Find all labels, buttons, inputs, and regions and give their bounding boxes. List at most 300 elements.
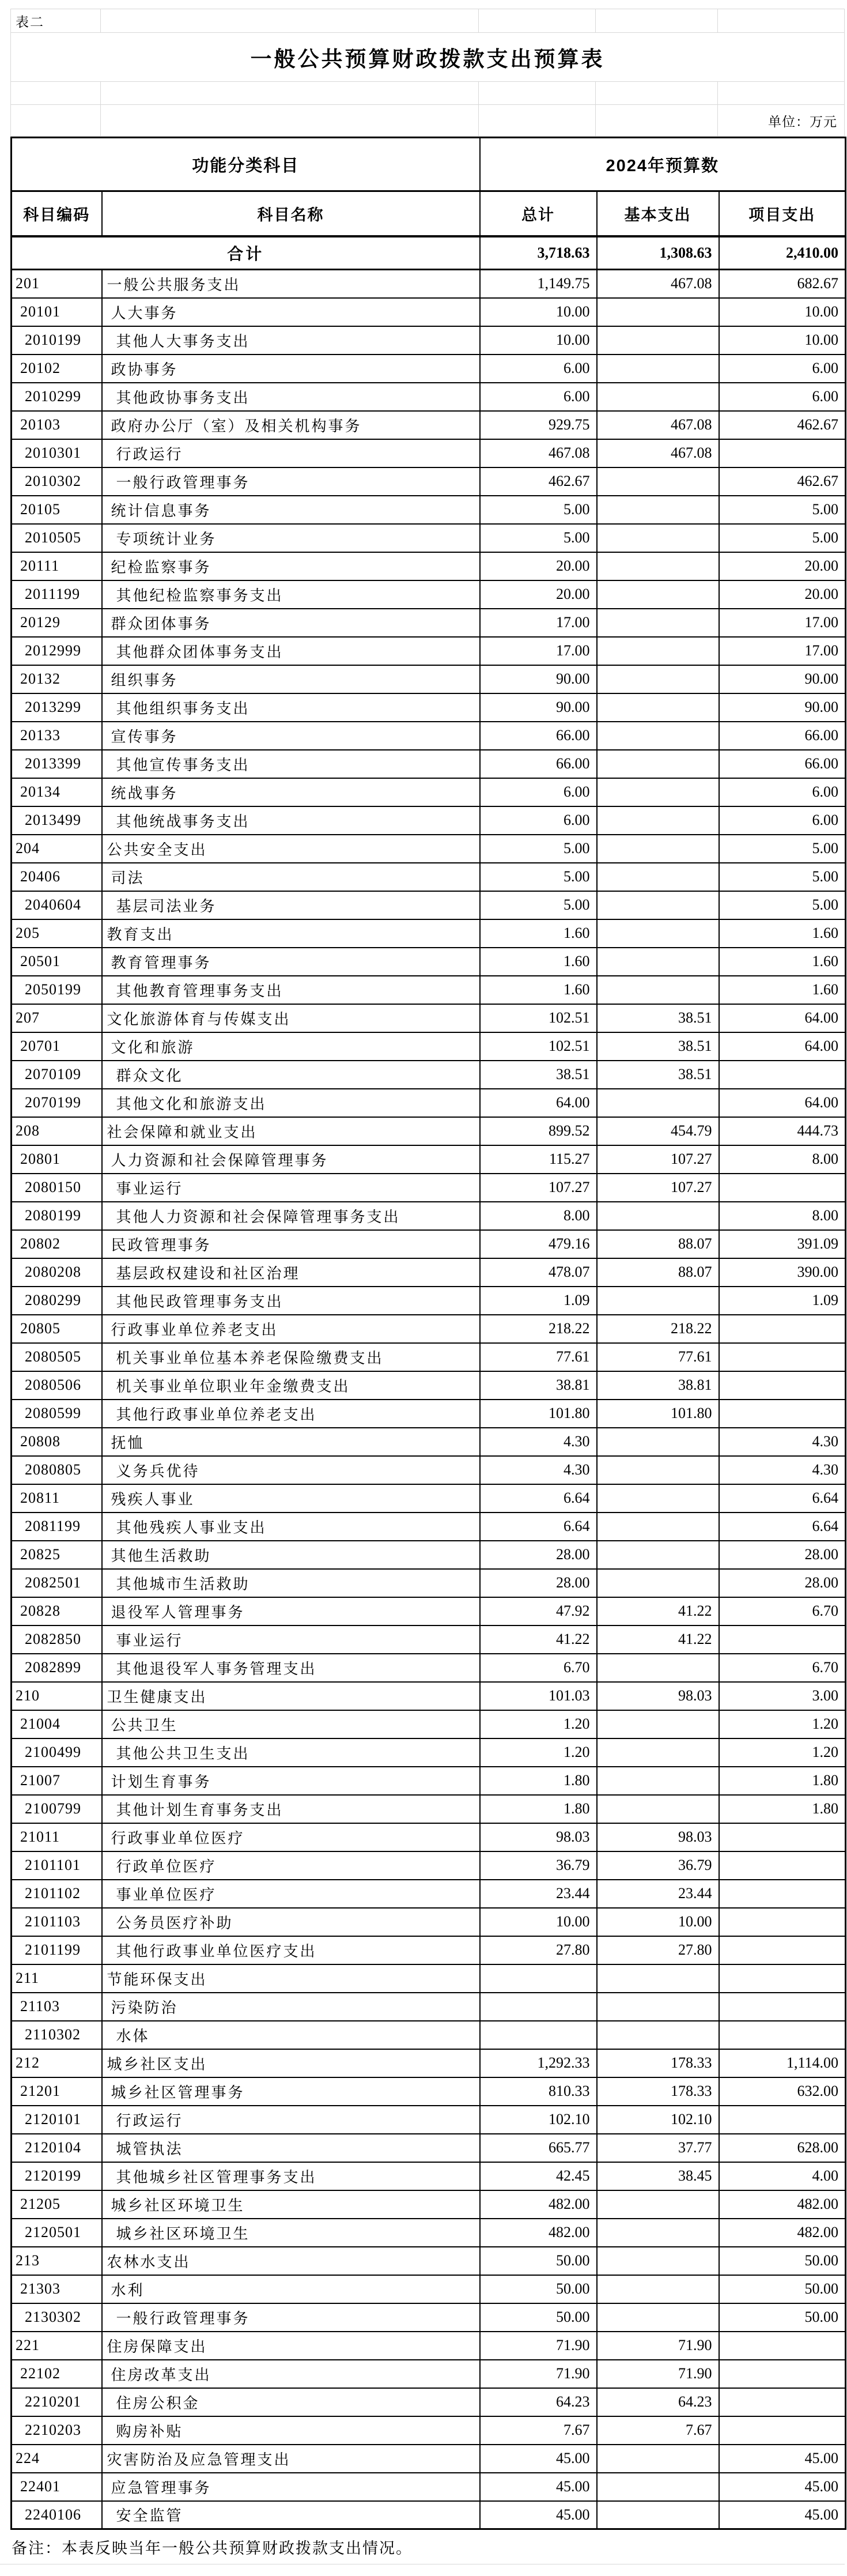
grand-total-label: 合计 (12, 236, 480, 270)
total-cell: 6.00 (480, 383, 597, 411)
subject-code-cell: 21303 (12, 2275, 102, 2303)
table-row (12, 1682, 846, 1710)
basic-expenditure-cell: 38.51 (597, 1032, 719, 1061)
subject-code-cell: 20828 (12, 1597, 102, 1625)
subject-name-cell: 教育管理事务 (102, 948, 480, 976)
basic-expenditure-cell: 98.03 (597, 1823, 719, 1851)
table-row (12, 1287, 846, 1315)
total-cell: 66.00 (480, 722, 597, 750)
subject-name-cell: 专项统计业务 (102, 524, 480, 552)
subject-code-cell: 21103 (12, 1993, 102, 2021)
basic-expenditure-cell: 88.07 (597, 1230, 719, 1258)
subject-code-cell: 2080208 (12, 1258, 102, 1287)
subject-code-cell: 2080599 (12, 1400, 102, 1428)
total-cell: 5.00 (480, 835, 597, 863)
total-cell: 38.81 (480, 1371, 597, 1400)
subject-name-cell: 城管执法 (102, 2134, 480, 2162)
subject-name-cell: 其他教育管理事务支出 (102, 976, 480, 1004)
table-row (12, 1710, 846, 1738)
total-cell: 218.22 (480, 1315, 597, 1343)
project-expenditure-cell: 6.70 (719, 1654, 846, 1682)
subject-code-cell: 20129 (12, 609, 102, 637)
subject-name-cell: 行政事业单位医疗 (102, 1823, 480, 1851)
total-cell: 482.00 (480, 2190, 597, 2219)
footnote-row (0, 2530, 845, 2564)
project-expenditure-cell: 6.70 (719, 1597, 846, 1625)
subject-code-cell: 20134 (12, 778, 102, 806)
basic-expenditure-cell (597, 2190, 719, 2219)
total-cell: 50.00 (480, 2275, 597, 2303)
total-cell: 107.27 (480, 1174, 597, 1202)
subject-code-cell: 201 (12, 270, 102, 298)
table-row (12, 722, 846, 750)
table-row (12, 1174, 846, 1202)
table-row (12, 1371, 846, 1400)
empty-cell (10, 105, 101, 136)
subject-name-cell: 其他纪检监察事务支出 (102, 580, 480, 609)
project-expenditure-cell: 90.00 (719, 665, 846, 693)
subject-code-cell: 2040604 (12, 891, 102, 919)
subject-code-cell: 21201 (12, 2077, 102, 2106)
basic-expenditure-cell (597, 693, 719, 722)
table-row (12, 2219, 846, 2247)
subject-name-cell: 行政运行 (102, 439, 480, 467)
subject-name-cell: 应急管理事务 (102, 2473, 480, 2501)
project-expenditure-cell: 6.64 (719, 1513, 846, 1541)
table-row (12, 580, 846, 609)
project-expenditure-cell: 1.09 (719, 1287, 846, 1315)
group-header-row (12, 138, 846, 191)
total-cell: 1.20 (480, 1710, 597, 1738)
table-row (12, 1851, 846, 1880)
project-expenditure-cell: 28.00 (719, 1541, 846, 1569)
subject-code-cell: 2012999 (12, 637, 102, 665)
table-row (12, 2247, 846, 2275)
project-expenditure-cell: 1.80 (719, 1795, 846, 1823)
basic-expenditure-cell: 38.45 (597, 2162, 719, 2190)
subject-name-cell: 一般公共服务支出 (102, 270, 480, 298)
table-row (12, 1315, 846, 1343)
table-row (12, 1484, 846, 1513)
empty-cell (101, 82, 479, 104)
total-cell: 462.67 (480, 467, 597, 496)
table-row (12, 2360, 846, 2388)
subject-name-cell: 群众文化 (102, 1061, 480, 1089)
total-cell: 17.00 (480, 637, 597, 665)
project-expenditure-cell: 5.00 (719, 891, 846, 919)
project-expenditure-cell: 64.00 (719, 1089, 846, 1117)
budget-year-header: 2024年预算数 (480, 138, 846, 191)
project-expenditure-cell: 390.00 (719, 1258, 846, 1287)
subject-name-cell: 其他行政事业单位养老支出 (102, 1400, 480, 1428)
subject-code-cell: 212 (12, 2049, 102, 2077)
column-header-total: 总计 (480, 191, 597, 236)
table-row (12, 1993, 846, 2021)
budget-table-body (12, 236, 846, 2529)
project-expenditure-cell: 3.00 (719, 1682, 846, 1710)
basic-expenditure-cell: 77.61 (597, 1343, 719, 1371)
empty-cell (479, 82, 596, 104)
empty-cell (596, 9, 718, 32)
project-expenditure-cell: 8.00 (719, 1145, 846, 1174)
subject-name-cell: 城乡社区环境卫生 (102, 2219, 480, 2247)
total-cell: 665.77 (480, 2134, 597, 2162)
project-expenditure-cell (719, 1823, 846, 1851)
table-row (12, 2501, 846, 2529)
basic-expenditure-cell: 218.22 (597, 1315, 719, 1343)
total-cell: 1.60 (480, 919, 597, 948)
total-cell: 1.09 (480, 1287, 597, 1315)
basic-expenditure-cell: 7.67 (597, 2416, 719, 2445)
subject-name-cell: 其他民政管理事务支出 (102, 1287, 480, 1315)
basic-expenditure-cell (597, 976, 719, 1004)
subject-code-cell: 21011 (12, 1823, 102, 1851)
basic-expenditure-cell (597, 1654, 719, 1682)
basic-expenditure-cell (597, 1428, 719, 1456)
basic-expenditure-cell (597, 1710, 719, 1738)
project-expenditure-cell: 628.00 (719, 2134, 846, 2162)
basic-expenditure-cell: 64.23 (597, 2388, 719, 2416)
project-expenditure-cell: 45.00 (719, 2445, 846, 2473)
total-cell: 17.00 (480, 609, 597, 637)
project-expenditure-cell: 1.60 (719, 948, 846, 976)
project-expenditure-cell (719, 439, 846, 467)
project-expenditure-cell: 444.73 (719, 1117, 846, 1145)
table-row (12, 919, 846, 948)
total-cell: 5.00 (480, 863, 597, 891)
table-row (12, 1541, 846, 1569)
column-header-basic-expenditure: 基本支出 (597, 191, 719, 236)
basic-expenditure-cell (597, 948, 719, 976)
sheet-label-cell (10, 9, 101, 32)
basic-expenditure-cell: 98.03 (597, 1682, 719, 1710)
subject-name-cell: 其他统战事务支出 (102, 806, 480, 835)
total-cell: 64.00 (480, 1089, 597, 1117)
subject-code-cell: 20801 (12, 1145, 102, 1174)
total-cell: 1.20 (480, 1738, 597, 1767)
subject-name-cell: 其他人大事务支出 (102, 326, 480, 354)
total-cell: 6.70 (480, 1654, 597, 1682)
basic-expenditure-cell (597, 891, 719, 919)
project-expenditure-cell: 64.00 (719, 1032, 846, 1061)
subject-name-cell: 义务兵优待 (102, 1456, 480, 1484)
total-cell: 90.00 (480, 665, 597, 693)
subject-name-cell: 其他退役军人事务管理支出 (102, 1654, 480, 1682)
subject-name-cell: 公共卫生 (102, 1710, 480, 1738)
table-row (12, 1597, 846, 1625)
total-cell: 8.00 (480, 1202, 597, 1230)
table-row (12, 1343, 846, 1371)
total-cell: 71.90 (480, 2332, 597, 2360)
subject-name-cell: 文化和旅游 (102, 1032, 480, 1061)
project-expenditure-cell: 482.00 (719, 2219, 846, 2247)
total-cell: 45.00 (480, 2501, 597, 2529)
subject-name-cell: 基层司法业务 (102, 891, 480, 919)
total-cell: 899.52 (480, 1117, 597, 1145)
table-row (12, 1230, 846, 1258)
total-cell: 71.90 (480, 2360, 597, 2388)
total-cell: 929.75 (480, 411, 597, 439)
project-expenditure-cell (719, 2021, 846, 2049)
basic-expenditure-cell (597, 2219, 719, 2247)
subject-name-cell: 民政管理事务 (102, 1230, 480, 1258)
total-cell: 98.03 (480, 1823, 597, 1851)
subject-code-cell: 2101103 (12, 1908, 102, 1936)
total-cell: 6.00 (480, 778, 597, 806)
subject-code-cell: 2101102 (12, 1880, 102, 1908)
subject-code-cell: 20825 (12, 1541, 102, 1569)
basic-expenditure-cell: 38.81 (597, 1371, 719, 1400)
subject-code-cell: 2080299 (12, 1287, 102, 1315)
subject-name-cell: 统战事务 (102, 778, 480, 806)
subject-code-cell: 2070109 (12, 1061, 102, 1089)
subject-name-cell: 其他人力资源和社会保障管理事务支出 (102, 1202, 480, 1230)
subject-name-cell: 社会保障和就业支出 (102, 1117, 480, 1145)
subject-name-cell: 城乡社区支出 (102, 2049, 480, 2077)
basic-expenditure-cell: 467.08 (597, 411, 719, 439)
subject-name-cell: 其他公共卫生支出 (102, 1738, 480, 1767)
basic-expenditure-cell: 88.07 (597, 1258, 719, 1287)
basic-expenditure-cell (597, 1541, 719, 1569)
table-row (12, 891, 846, 919)
basic-expenditure-cell (597, 835, 719, 863)
subject-code-cell: 20802 (12, 1230, 102, 1258)
table-row (12, 411, 846, 439)
table-row (12, 1908, 846, 1936)
basic-expenditure-cell (597, 1569, 719, 1597)
total-cell: 20.00 (480, 580, 597, 609)
project-expenditure-cell: 28.00 (719, 1569, 846, 1597)
project-expenditure-cell: 4.30 (719, 1428, 846, 1456)
subject-code-cell: 20805 (12, 1315, 102, 1343)
subject-name-cell: 城乡社区管理事务 (102, 2077, 480, 2106)
table-row (12, 835, 846, 863)
basic-expenditure-cell (597, 298, 719, 326)
subject-name-cell: 司法 (102, 863, 480, 891)
subject-name-cell: 节能环保支出 (102, 1964, 480, 1993)
basic-expenditure-cell (597, 1089, 719, 1117)
subject-code-cell: 2010301 (12, 439, 102, 467)
basic-expenditure-cell: 178.33 (597, 2077, 719, 2106)
subject-code-cell: 2010199 (12, 326, 102, 354)
total-cell (480, 1993, 597, 2021)
project-expenditure-cell: 682.67 (719, 270, 846, 298)
basic-expenditure-cell (597, 806, 719, 835)
table-row (12, 524, 846, 552)
subject-name-cell: 人力资源和社会保障管理事务 (102, 1145, 480, 1174)
table-row (12, 1117, 846, 1145)
total-cell: 45.00 (480, 2473, 597, 2501)
subject-code-cell: 20811 (12, 1484, 102, 1513)
subject-name-cell: 住房保障支出 (102, 2332, 480, 2360)
project-expenditure-cell: 64.00 (719, 1004, 846, 1032)
total-cell: 101.80 (480, 1400, 597, 1428)
table-row (12, 439, 846, 467)
subject-code-cell: 2080199 (12, 1202, 102, 1230)
basic-expenditure-cell (597, 1993, 719, 2021)
project-expenditure-cell (719, 1964, 846, 1993)
subject-name-cell: 组织事务 (102, 665, 480, 693)
subject-name-cell: 群众团体事务 (102, 609, 480, 637)
subject-name-cell: 事业运行 (102, 1625, 480, 1654)
table-row (12, 1089, 846, 1117)
subject-name-cell: 事业运行 (102, 1174, 480, 1202)
table-row (12, 298, 846, 326)
basic-expenditure-cell: 27.80 (597, 1936, 719, 1964)
project-expenditure-cell: 20.00 (719, 580, 846, 609)
table-row (12, 2106, 846, 2134)
project-expenditure-cell (719, 1625, 846, 1654)
subject-name-cell: 其他宣传事务支出 (102, 750, 480, 778)
subject-name-cell: 水体 (102, 2021, 480, 2049)
subject-code-cell: 2110302 (12, 2021, 102, 2049)
subject-code-cell: 2210201 (12, 2388, 102, 2416)
subject-name-cell: 其他城乡社区管理事务支出 (102, 2162, 480, 2190)
basic-expenditure-cell (597, 383, 719, 411)
subject-code-cell: 2210203 (12, 2416, 102, 2445)
table-row (12, 2473, 846, 2501)
subject-code-cell: 211 (12, 1964, 102, 1993)
sheet-label-row (10, 9, 845, 33)
subject-name-cell: 抚恤 (102, 1428, 480, 1456)
subject-name-cell: 卫生健康支出 (102, 1682, 480, 1710)
subject-code-cell: 205 (12, 919, 102, 948)
total-cell: 50.00 (480, 2247, 597, 2275)
table-row (12, 1738, 846, 1767)
subject-code-cell: 204 (12, 835, 102, 863)
subject-name-cell: 机关事业单位职业年金缴费支出 (102, 1371, 480, 1400)
basic-expenditure-cell (597, 2501, 719, 2529)
total-cell: 482.00 (480, 2219, 597, 2247)
project-expenditure-cell: 5.00 (719, 863, 846, 891)
table-row (12, 2388, 846, 2416)
total-cell: 42.45 (480, 2162, 597, 2190)
table-row (12, 2077, 846, 2106)
basic-expenditure-cell (597, 1738, 719, 1767)
basic-expenditure-cell (597, 1484, 719, 1513)
basic-expenditure-cell: 10.00 (597, 1908, 719, 1936)
total-cell: 4.30 (480, 1428, 597, 1456)
total-cell: 20.00 (480, 552, 597, 580)
subject-code-cell: 20808 (12, 1428, 102, 1456)
table-row (12, 1964, 846, 1993)
column-header-subject-name: 科目名称 (102, 191, 480, 236)
subject-name-cell: 退役军人管理事务 (102, 1597, 480, 1625)
subject-code-cell: 2082501 (12, 1569, 102, 1597)
subject-code-cell: 207 (12, 1004, 102, 1032)
table-row (12, 354, 846, 383)
subject-name-cell: 统计信息事务 (102, 496, 480, 524)
subject-name-cell: 行政单位医疗 (102, 1851, 480, 1880)
basic-expenditure-cell (597, 1513, 719, 1541)
subject-code-cell: 2010299 (12, 383, 102, 411)
project-expenditure-cell: 632.00 (719, 2077, 846, 2106)
subject-code-cell: 2080150 (12, 1174, 102, 1202)
project-expenditure-cell: 20.00 (719, 552, 846, 580)
project-expenditure-cell (719, 1936, 846, 1964)
empty-cell (596, 82, 718, 104)
project-expenditure-cell: 6.64 (719, 1484, 846, 1513)
subject-code-cell: 2050199 (12, 976, 102, 1004)
empty-cell (101, 105, 479, 136)
basic-expenditure-cell (597, 1767, 719, 1795)
basic-expenditure-cell (597, 1964, 719, 1993)
project-expenditure-cell (719, 1315, 846, 1343)
subject-name-cell: 宣传事务 (102, 722, 480, 750)
subject-code-cell: 20133 (12, 722, 102, 750)
empty-cell (10, 82, 101, 104)
subject-code-cell: 213 (12, 2247, 102, 2275)
total-cell: 5.00 (480, 496, 597, 524)
project-expenditure-cell: 17.00 (719, 637, 846, 665)
basic-expenditure-cell: 23.44 (597, 1880, 719, 1908)
table-row (12, 1032, 846, 1061)
total-cell: 7.67 (480, 2416, 597, 2445)
project-expenditure-cell: 66.00 (719, 750, 846, 778)
basic-expenditure-cell (597, 354, 719, 383)
table-row (12, 1795, 846, 1823)
project-expenditure-cell: 5.00 (719, 496, 846, 524)
basic-expenditure-cell (597, 750, 719, 778)
total-cell: 1.60 (480, 948, 597, 976)
total-cell: 5.00 (480, 524, 597, 552)
footnote: 备注：本表反映当年一般公共预算财政拨款支出情况。 (12, 2540, 413, 2557)
subject-name-cell: 政府办公厅（室）及相关机构事务 (102, 411, 480, 439)
total-cell: 36.79 (480, 1851, 597, 1880)
column-header-subject-code: 科目编码 (12, 191, 102, 236)
total-cell: 1,149.75 (480, 270, 597, 298)
table-row (12, 1428, 846, 1456)
total-cell (480, 2021, 597, 2049)
project-expenditure-cell: 45.00 (719, 2473, 846, 2501)
subject-name-cell: 机关事业单位基本养老保险缴费支出 (102, 1343, 480, 1371)
subject-code-cell: 2070199 (12, 1089, 102, 1117)
table-row (12, 1400, 846, 1428)
column-header-row (12, 191, 846, 236)
total-cell: 1.80 (480, 1795, 597, 1823)
total-cell: 478.07 (480, 1258, 597, 1287)
total-cell: 90.00 (480, 693, 597, 722)
project-expenditure-cell (719, 1174, 846, 1202)
project-expenditure-cell: 6.00 (719, 778, 846, 806)
empty-cell (101, 9, 479, 32)
subject-code-cell: 2082850 (12, 1625, 102, 1654)
basic-expenditure-cell (597, 552, 719, 580)
total-cell: 1.60 (480, 976, 597, 1004)
project-expenditure-cell: 1.60 (719, 919, 846, 948)
table-row (12, 326, 846, 354)
basic-expenditure-cell: 101.80 (597, 1400, 719, 1428)
project-expenditure-cell: 5.00 (719, 835, 846, 863)
project-expenditure-cell (719, 1400, 846, 1428)
basic-expenditure-cell: 107.27 (597, 1174, 719, 1202)
subject-code-cell: 20103 (12, 411, 102, 439)
project-expenditure-cell: 10.00 (719, 326, 846, 354)
subject-code-cell: 2100499 (12, 1738, 102, 1767)
subject-code-cell: 22401 (12, 2473, 102, 2501)
basic-expenditure-cell: 178.33 (597, 2049, 719, 2077)
subject-code-cell: 2081199 (12, 1513, 102, 1541)
subject-code-cell: 2013499 (12, 806, 102, 835)
table-row (12, 750, 846, 778)
basic-expenditure-cell (597, 778, 719, 806)
basic-expenditure-cell: 107.27 (597, 1145, 719, 1174)
total-cell: 6.64 (480, 1484, 597, 1513)
project-expenditure-cell (719, 2360, 846, 2388)
basic-expenditure-cell (597, 919, 719, 948)
total-cell: 10.00 (480, 326, 597, 354)
project-expenditure-cell (719, 1343, 846, 1371)
